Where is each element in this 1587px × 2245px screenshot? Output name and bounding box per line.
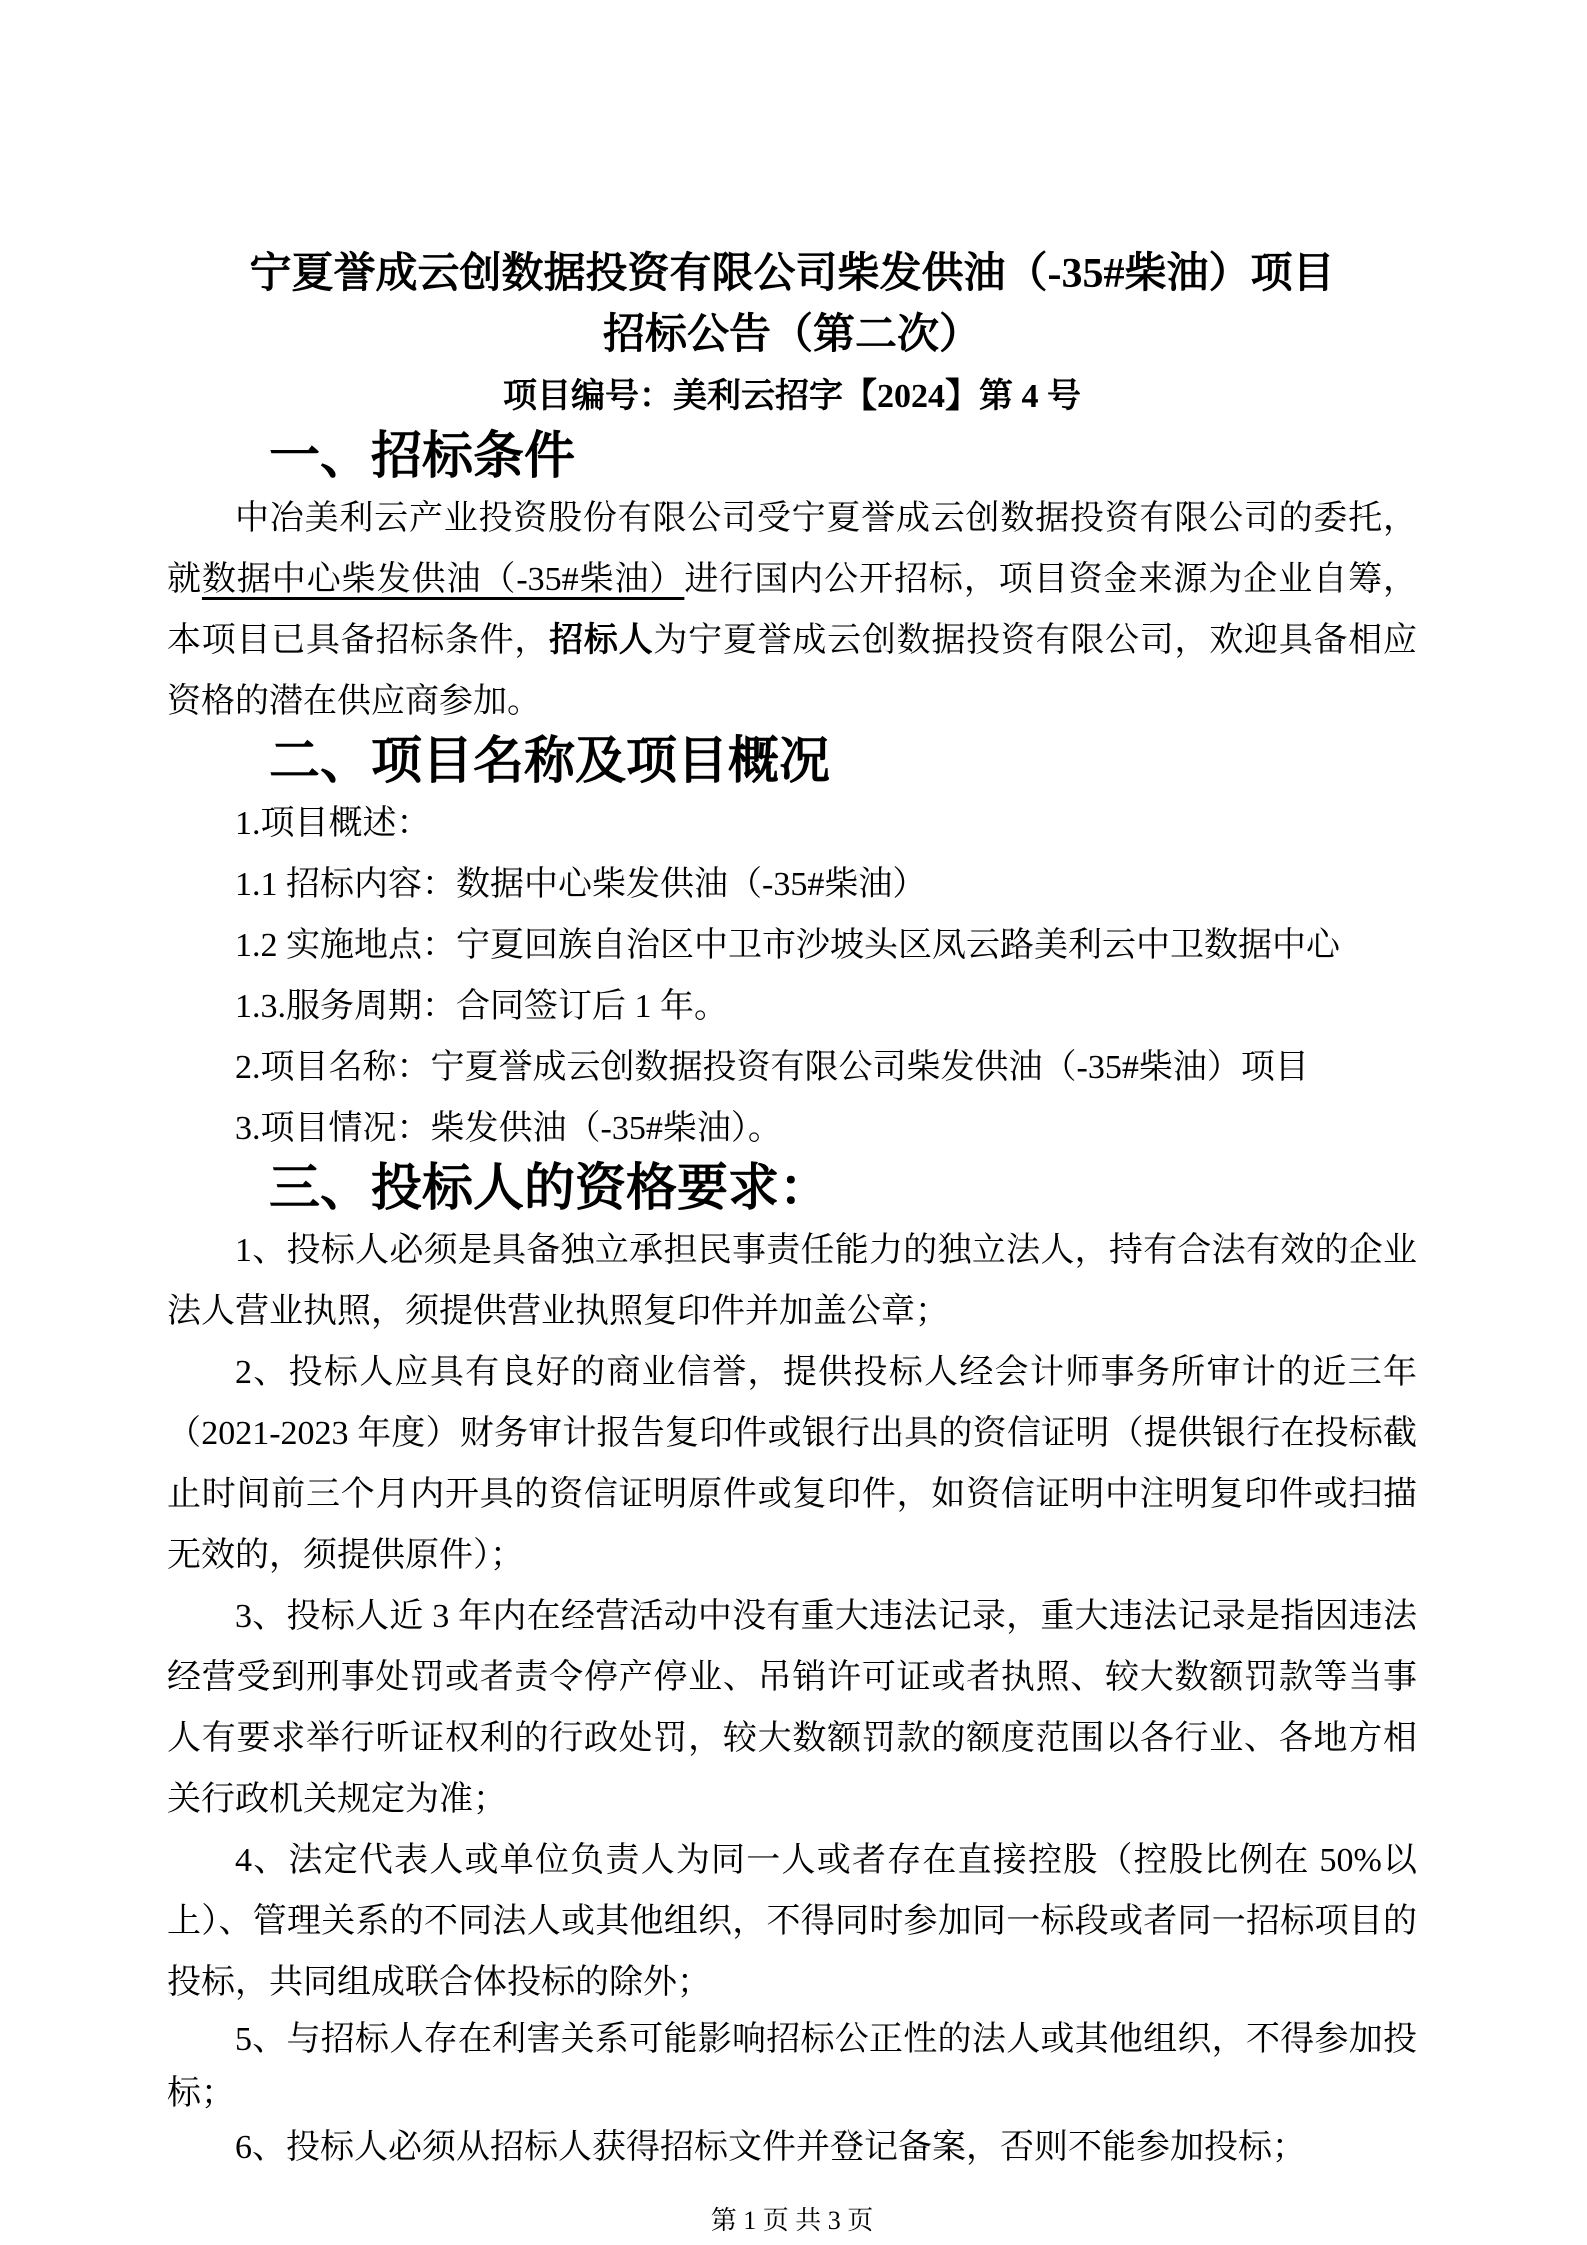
section2-items xyxy=(167,793,1417,1159)
section-heading-3: 三、投标人的资格要求： xyxy=(269,1161,831,1217)
project-number: 项目编号：美利云招字【2024】第 4 号 xyxy=(503,378,1081,415)
section3-items-tight xyxy=(167,2013,1417,2175)
text-run: 为宁夏誉成云创数据投资有限公司，欢迎具备相应资格的潜在供应商参加。 xyxy=(167,622,1418,720)
paragraph: 2、投标人应具有良好的商业信誉，提供投标人经会计师事务所审计的近三年（2021-2023 年度）财务审计报告复印件或银行出具的资信证明（提供银行在投标截止时间前三个月内开具的资信证明原件或复印件，如资信证明中注明复印件或扫描无效的，须提供原件）； xyxy=(167,1354,1417,1574)
paragraph: 1.1 招标内容：数据中心柴发供油（-35#柴油） xyxy=(235,866,927,903)
section1-paragraph xyxy=(167,488,1417,732)
text-run: 中冶美利云产业投资股份有限公司受宁夏誉成云创数据投资有限公司的委托，就 xyxy=(167,500,1417,598)
section-heading-2: 二、项目名称及项目概况 xyxy=(269,734,831,790)
document-title-line1: 宁夏誉成云创数据投资有限公司柴发供油（-35#柴油）项目 xyxy=(249,251,1335,297)
document-title-line2: 招标公告（第二次） xyxy=(602,312,981,358)
section3-items xyxy=(167,1220,1417,2013)
paragraph: 1、投标人必须是具备独立承担民事责任能力的独立法人，持有合法有效的企业法人营业执照，须提供营业执照复印件并加盖公章； xyxy=(167,1232,1417,1330)
paragraph: 1.2 实施地点：宁夏回族自治区中卫市沙坡头区凤云路美利云中卫数据中心 xyxy=(235,927,1340,964)
paragraph: 3.项目情况：柴发供油（-35#柴油）。 xyxy=(235,1110,782,1147)
text-run: 进行国内公开招标，项目资金来源为企业自筹，本项目已具备招标条件， xyxy=(167,561,1418,659)
underlined-text: 数据中心柴发供油（-35#柴油） xyxy=(201,561,685,598)
paragraph: 5、与招标人存在利害关系可能影响招标公正性的法人或其他组织，不得参加投标； xyxy=(167,2021,1417,2112)
section-heading-1: 一、招标条件 xyxy=(269,429,576,485)
page-number-footer: 第 1 页 共 3 页 xyxy=(710,2206,874,2235)
paragraph: 3、投标人近 3 年内在经营活动中没有重大违法记录，重大违法记录是指因违法经营受到刑事处罚或者责令停产停业、吊销许可证或者执照、较大数额罚款等当事人有要求举行听证权利的行政处罚，较大数额罚款的额度范围以各行业、各地方相关行政机关规定为准； xyxy=(167,1598,1417,1818)
paragraph: 2.项目名称：宁夏誉成云创数据投资有限公司柴发供油（-35#柴油）项目 xyxy=(235,1049,1309,1086)
bold-text: 招标人 xyxy=(549,622,654,659)
paragraph: 4、法定代表人或单位负责人为同一人或者存在直接控股（控股比例在 50%以上）、管理关系的不同法人或其他组织，不得同时参加同一标段或者同一招标项目的投标，共同组成联合体投标的除外； xyxy=(167,1842,1417,2001)
paragraph: 1.3.服务周期：合同签订后 1 年。 xyxy=(235,988,728,1025)
paragraph: 1.项目概述： xyxy=(235,805,431,842)
paragraph: 6、投标人必须从招标人获得招标文件并登记备案，否则不能参加投标； xyxy=(235,2129,1306,2166)
